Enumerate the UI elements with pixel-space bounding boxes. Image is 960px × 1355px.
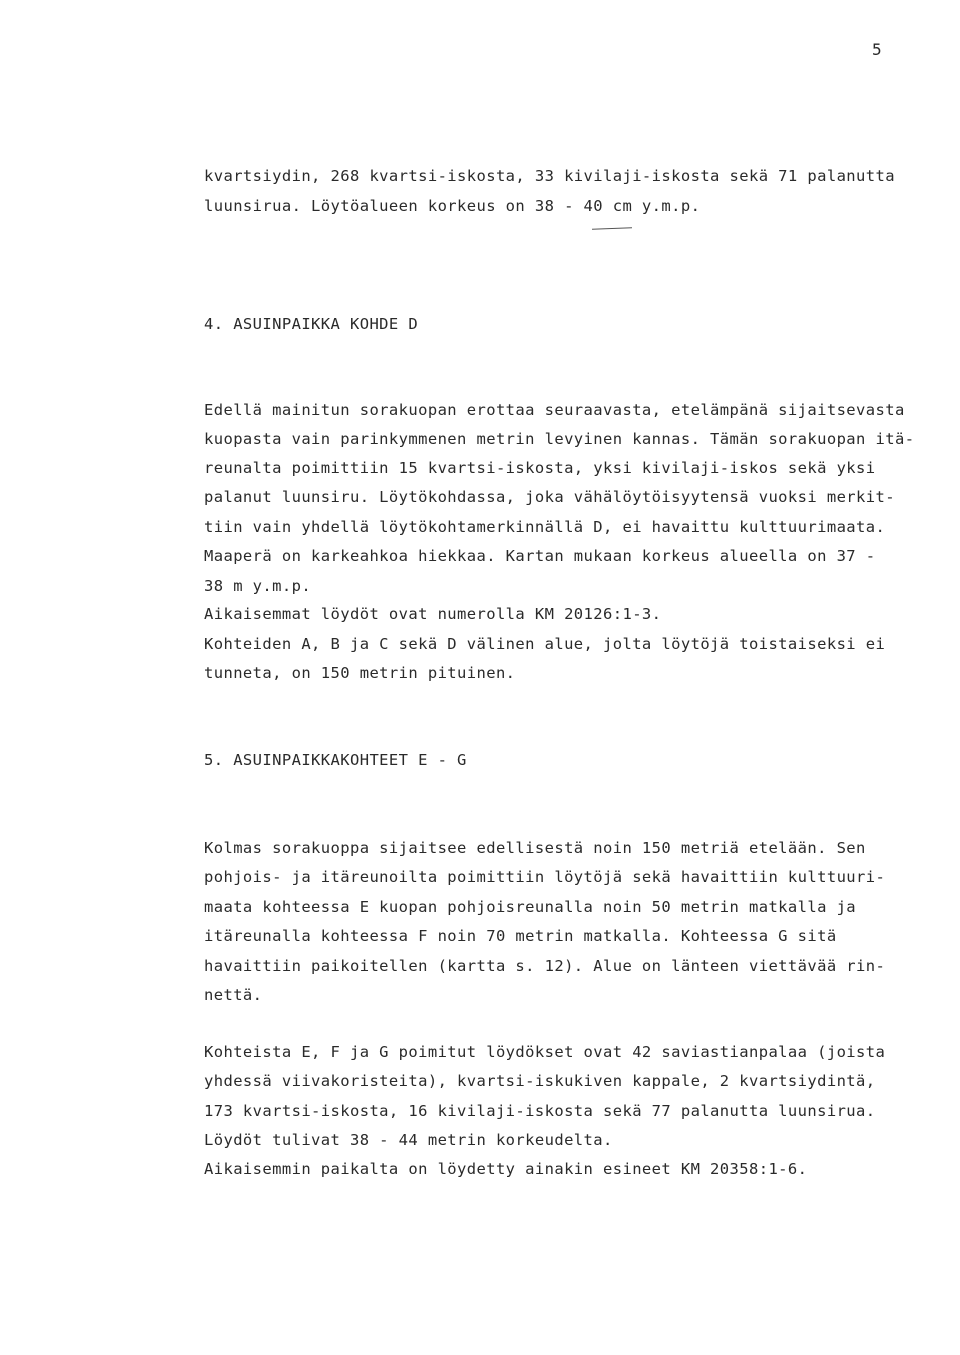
handwritten-underline xyxy=(592,227,632,229)
text-line: reunalta poimittiin 15 kvartsi-iskosta, yksi kivilaji-iskos sekä yksi xyxy=(204,459,876,477)
page-number: 5 xyxy=(872,40,883,59)
text-line: Edellä mainitun sorakuopan erottaa seuraavasta, etelämpänä sijaitsevasta xyxy=(204,401,905,419)
text-line: Kolmas sorakuoppa sijaitsee edellisestä noin 150 metriä etelään. Sen xyxy=(204,839,866,857)
text-line: 173 kvartsi-iskosta, 16 kivilaji-iskosta sekä 77 palanutta luunsirua. xyxy=(204,1102,876,1120)
text-line: Kohteiden A, B ja C sekä D välinen alue, jolta löytöjä toistaiseksi ei xyxy=(204,635,886,653)
text-line: Löydöt tulivat 38 - 44 metrin korkeudelta. xyxy=(204,1131,613,1149)
text-line: Kohteista E, F ja G poimitut löydökset ovat 42 saviastianpalaa (joista xyxy=(204,1043,886,1061)
text-line: pohjois- ja itäreunoilta poimittiin löytöjä sekä havaittiin kulttuuri- xyxy=(204,868,886,886)
text-line: maata kohteessa E kuopan pohjoisreunalla noin 50 metrin matkalla ja xyxy=(204,898,857,916)
text-line: tunneta, on 150 metrin pituinen. xyxy=(204,664,516,682)
text-line: kvartsiydin, 268 kvartsi-iskosta, 33 kivilaji-iskosta sekä 71 palanutta xyxy=(204,167,895,185)
text-line: yhdessä viivakoristeita), kvartsi-iskukiven kappale, 2 kvartsiydintä, xyxy=(204,1072,876,1090)
section-heading: 4. ASUINPAIKKA KOHDE D xyxy=(204,315,419,333)
text-line: havaittiin paikoitellen (kartta s. 12). Alue on länteen viettävää rin- xyxy=(204,957,886,975)
text-line: luunsirua. Löytöalueen korkeus on 38 - 40 cm y.m.p. xyxy=(204,197,701,215)
text-line: Aikaisemmat löydöt ovat numerolla KM 20126:1-3. xyxy=(204,605,662,623)
text-line: kuopasta vain parinkymmenen metrin levyinen kannas. Tämän sorakuopan itä- xyxy=(204,430,915,448)
text-line: palanut luunsiru. Löytökohdassa, joka vähälöytöisyytensä vuoksi merkit- xyxy=(204,488,895,506)
text-line: Maaperä on karkeahkoa hiekkaa. Kartan mukaan korkeus alueella on 37 - xyxy=(204,547,876,565)
text-line: itäreunalla kohteessa F noin 70 metrin matkalla. Kohteessa G sitä xyxy=(204,927,837,945)
text-line: tiin vain yhdellä löytökohtamerkinnällä D, ei havaittu kulttuurimaata. xyxy=(204,518,886,536)
text-line: nettä. xyxy=(204,986,263,1004)
text-line: Aikaisemmin paikalta on löydetty ainakin esineet KM 20358:1-6. xyxy=(204,1160,808,1178)
text-line: 38 m y.m.p. xyxy=(204,577,312,595)
section-heading: 5. ASUINPAIKKAKOHTEET E - G xyxy=(204,751,467,769)
